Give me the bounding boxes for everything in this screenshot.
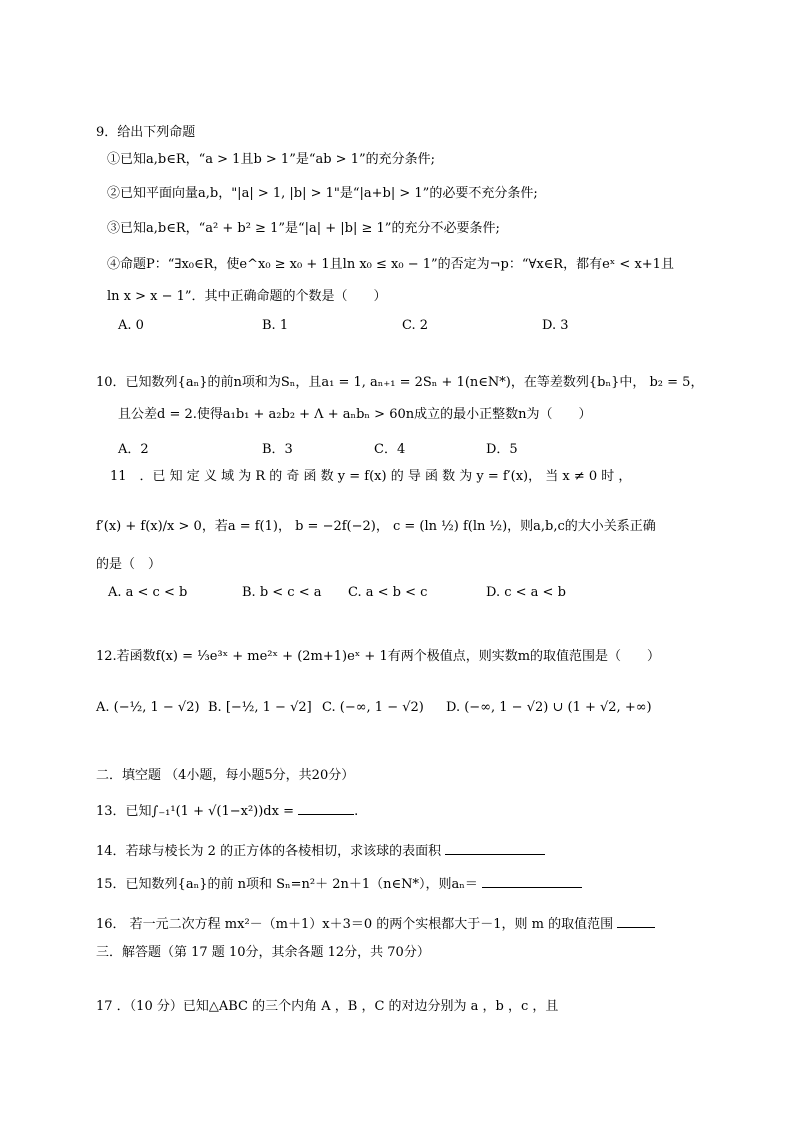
q13-answer-blank[interactable] bbox=[298, 800, 354, 815]
q16 bbox=[96, 913, 655, 934]
q14-answer-blank[interactable] bbox=[445, 840, 545, 855]
q12-option-b: B. [−½, 1 − √2] bbox=[208, 700, 312, 715]
q9-option-d: D. 3 bbox=[542, 318, 569, 333]
q11-option-c: C. a < b < c bbox=[348, 585, 428, 600]
section-2-heading: 二．填空题 （4小题，每小题5分，共20分） bbox=[96, 768, 355, 783]
q12-option-c: C. (−∞, 1 − √2) bbox=[322, 700, 424, 715]
q11-line-2: f′(x) + f(x)/x > 0，若a = f(1)， b = −2f(−2)， c = (ln ½) f(ln ½)，则a,b,c的大小关系正确 bbox=[96, 519, 656, 534]
q15 bbox=[96, 873, 582, 894]
q9-item-4: ④命题P：“∃x₀∈R，使e^x₀ ≥ x₀ + 1且ln x₀ ≤ x₀ − 1”的否定为¬p：“∀x∈R，都有eˣ < x+1且 bbox=[107, 257, 674, 272]
section-3-heading: 三．解答题（第 17 题 10分，其余各题 12分，共 70分） bbox=[96, 945, 430, 960]
q10-line-2: 且公差d = 2.使得a₁b₁ + a₂b₂ + Λ + aₙbₙ > 60n成立的最小正整数n为（ ） bbox=[118, 407, 592, 422]
q11-option-d: D. c < a < b bbox=[486, 585, 566, 600]
q9-stem: 9．给出下列命题 bbox=[96, 125, 196, 140]
q17-text: 17 ．（10 分）已知△ABC 的三个内角 A ，B ，C 的对边分别为 a ，b ，c ，且 bbox=[96, 999, 559, 1014]
q12-option-d: D. (−∞, 1 − √2) ∪ (1 + √2, +∞) bbox=[446, 700, 652, 715]
q16-text: 16． 若一元二次方程 mx²－（m＋1）x＋3＝0 的两个实根都大于－1，则 m 的取值范围 bbox=[96, 917, 614, 932]
q11-option-a: A. a < c < b bbox=[108, 585, 188, 600]
q14 bbox=[96, 840, 545, 861]
q9-item-2: ②已知平面向量a,b，"|a| > 1, |b| > 1"是“|a+b| > 1”的必要不充分条件; bbox=[107, 186, 538, 201]
q13-text: 13．已知∫₋₁¹(1 + √(1−x²))dx = bbox=[96, 804, 294, 819]
q10-option-d: D．5 bbox=[486, 442, 518, 457]
q10-option-b: B．3 bbox=[262, 442, 293, 457]
q9-option-b: B. 1 bbox=[262, 318, 289, 333]
q10-option-a: A．2 bbox=[118, 442, 149, 457]
q11-line-1: 11 ．已 知 定 义 域 为 R 的 奇 函 数 y = f(x) 的 导 函 数 为 y = f′(x)， 当 x ≠ 0 时 ， bbox=[110, 469, 632, 484]
q13: 13．已知∫₋₁¹(1 + √(1−x²))dx = . bbox=[96, 800, 358, 821]
q11-option-b: B. b < c < a bbox=[242, 585, 322, 600]
q16-answer-blank[interactable] bbox=[617, 913, 655, 928]
q9-item-5: ln x > x − 1”．其中正确命题的个数是（ ） bbox=[107, 289, 387, 304]
q9-item-3: ③已知a,b∈R，“a² + b² ≥ 1”是“|a| + |b| ≥ 1”的充分不必要条件; bbox=[107, 221, 500, 236]
q10-line-1: 10．已知数列{aₙ}的前n项和为Sₙ，且a₁ = 1, aₙ₊₁ = 2Sₙ + 1(n∈N*)，在等差数列{bₙ}中， b₂ = 5， bbox=[96, 375, 704, 390]
q10-option-c: C．4 bbox=[374, 442, 406, 457]
q11-line-3: 的是（ ） bbox=[96, 557, 162, 572]
q12-line-1: 12.若函数f(x) = ⅓e³ˣ + me²ˣ + (2m+1)eˣ + 1有两个极值点，则实数m的取值范围是（ ） bbox=[96, 649, 661, 664]
q15-text: 15．已知数列{aₙ}的前 n项和 Sₙ=n²＋ 2n＋1（n∈N*），则aₙ＝ bbox=[96, 877, 478, 892]
q15-answer-blank[interactable] bbox=[482, 873, 582, 888]
q9-item-1: ①已知a,b∈R，“a > 1且b > 1”是“ab > 1”的充分条件; bbox=[107, 152, 436, 167]
q14-text: 14．若球与棱长为 2 的正方体的各棱相切，求该球的表面积 bbox=[96, 844, 442, 859]
q12-option-a: A. (−½, 1 − √2) bbox=[96, 700, 200, 715]
q9-option-c: C. 2 bbox=[402, 318, 429, 333]
q9-option-a: A. 0 bbox=[118, 318, 144, 333]
